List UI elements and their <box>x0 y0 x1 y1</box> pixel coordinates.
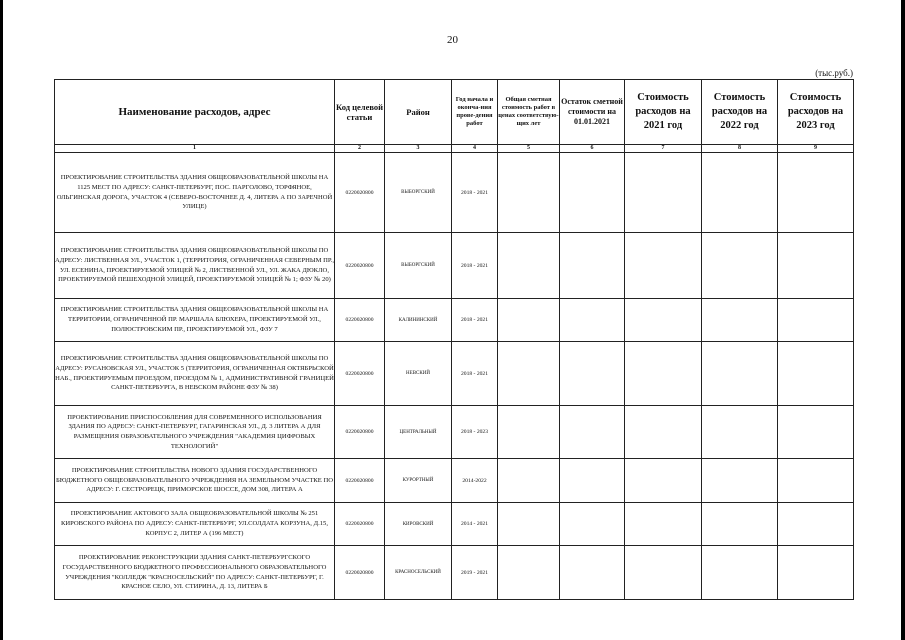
column-number: 3 <box>385 145 452 153</box>
row-cost-2022 <box>702 406 778 459</box>
row-total-cost <box>498 153 560 233</box>
row-cost-2021 <box>625 299 702 342</box>
row-cost-2022 <box>702 503 778 546</box>
row-cost-2022 <box>702 459 778 503</box>
header-cost-2021: Стоимость расходов на 2021 год <box>625 80 702 145</box>
row-remainder <box>560 459 625 503</box>
row-name: ПРОЕКТИРОВАНИЕ АКТОВОГО ЗАЛА ОБЩЕОБРАЗОВАТЕЛЬНОЙ ШКОЛЫ № 251 КИРОВСКОГО РАЙОНА ПО АДРЕСУ: САНКТ-ПЕТЕРБУРГ, УЛ.СОЛДАТА КОРЗУНА, Д.15, КОРПУС 2, ЛИТЕР А (196 МЕСТ) <box>55 503 335 546</box>
row-cost-2023 <box>778 342 854 406</box>
header-code: Код целевой статьи <box>335 80 385 145</box>
row-cost-2022 <box>702 299 778 342</box>
table-row <box>55 546 854 600</box>
column-number: 5 <box>498 145 560 153</box>
row-name: ПРОЕКТИРОВАНИЕ РЕКОНСТРУКЦИИ ЗДАНИЯ САНКТ-ПЕТЕРБУРГСКОГО ГОСУДАРСТВЕННОГО БЮДЖЕТНОГО ПРОФЕССИОНАЛЬНОГО ОБРАЗОВАТЕЛЬНОГО УЧРЕЖДЕНИЯ "КОЛЛЕДЖ "КРАСНОСЕЛЬСКИЙ" ПО АДРЕСУ: САНКТ-ПЕТЕРБУРГ, Г. КРАСНОЕ СЕЛО, УЛ. СТИРИНА, Д. 13, ЛИТЕРА Б <box>55 546 335 600</box>
row-cost-2021 <box>625 546 702 600</box>
header-remainder: Остаток сметной стоимости на 01.01.2021 <box>560 80 625 145</box>
row-district: ВЫБОРГСКИЙ <box>385 153 452 233</box>
row-remainder <box>560 406 625 459</box>
row-remainder <box>560 342 625 406</box>
row-code: 0220020800 <box>335 503 385 546</box>
units-note: (тыс.руб.) <box>815 68 853 78</box>
row-name: ПРОЕКТИРОВАНИЕ СТРОИТЕЛЬСТВА ЗДАНИЯ ОБЩЕОБРАЗОВАТЕЛЬНОЙ ШКОЛЫ ПО АДРЕСУ: ЛИСТВЕННАЯ УЛ., УЧАСТОК 1, (ТЕРРИТОРИЯ, ОГРАНИЧЕННАЯ СЕВЕРНЫМ ПР., УЛ. ЕСЕНИНА, ПРОЕКТИРУЕМОЙ УЛИЦЕЙ № 2, ЛИСТВЕННОЙ УЛ., УЛ. ЖАКА ДЮКЛО, ПРОЕКТИРУЕМОЙ ПЕШЕХОДНОЙ УЛИЦЕЙ, ПРОЕКТИРУЕМОЙ УЛИЦЕЙ № 1; ФЗУ № 20) <box>55 233 335 299</box>
row-period: 2018 - 2021 <box>452 299 498 342</box>
scan-right-edge <box>901 0 905 640</box>
row-cost-2021 <box>625 503 702 546</box>
table-row <box>55 233 854 299</box>
row-period: 2018 - 2021 <box>452 153 498 233</box>
row-district: НЕВСКИЙ <box>385 342 452 406</box>
row-code: 0220020800 <box>335 233 385 299</box>
row-cost-2023 <box>778 459 854 503</box>
row-name: ПРОЕКТИРОВАНИЕ ПРИСПОСОБЛЕНИЯ ДЛЯ СОВРЕМЕННОГО ИСПОЛЬЗОВАНИЯ ЗДАНИЯ ПО АДРЕСУ: САНКТ-ПЕТЕРБУРГ, ГАГАРИНСКАЯ УЛ., Д. 3 ЛИТЕРА А ДЛЯ РАЗМЕЩЕНИЯ ОБРАЗОВАТЕЛЬНОГО УЧРЕЖДЕНИЯ "АКАДЕМИЯ ЦИФРОВЫХ ТЕХНОЛОГИЙ" <box>55 406 335 459</box>
row-period: 2018 - 2023 <box>452 406 498 459</box>
column-number: 4 <box>452 145 498 153</box>
row-district: ЦЕНТРАЛЬНЫЙ <box>385 406 452 459</box>
header-district: Район <box>385 80 452 145</box>
scan-left-edge <box>0 0 3 640</box>
row-code: 0220020800 <box>335 299 385 342</box>
row-cost-2021 <box>625 406 702 459</box>
row-district: КАЛИНИНСКИЙ <box>385 299 452 342</box>
row-code: 0220020800 <box>335 459 385 503</box>
row-name: ПРОЕКТИРОВАНИЕ СТРОИТЕЛЬСТВА ЗДАНИЯ ОБЩЕОБРАЗОВАТЕЛЬНОЙ ШКОЛЫ НА 1125 МЕСТ ПО АДРЕСУ: САНКТ-ПЕТЕРБУРГ, ПОС. ПАРГОЛОВО, ТОРФЯНОЕ, ОЛЬГИНСКАЯ ДОРОГА, УЧАСТОК 4 (СЕВЕРО-ВОСТОЧНЕЕ Д. 4, ЛИТЕРА А ПО ЗАРЕЧНОЙ УЛИЦЕ) <box>55 153 335 233</box>
row-cost-2021 <box>625 233 702 299</box>
row-district: ВЫБОРГСКИЙ <box>385 233 452 299</box>
row-code: 0220020800 <box>335 342 385 406</box>
row-total-cost <box>498 503 560 546</box>
column-number: 6 <box>560 145 625 153</box>
row-cost-2023 <box>778 406 854 459</box>
column-number: 2 <box>335 145 385 153</box>
page-number: 20 <box>447 34 458 46</box>
column-number: 9 <box>778 145 854 153</box>
column-number: 1 <box>55 145 335 153</box>
row-remainder <box>560 299 625 342</box>
header-cost-2022: Стоимость расходов на 2022 год <box>702 80 778 145</box>
row-district: КИРОВСКИЙ <box>385 503 452 546</box>
row-code: 0220020800 <box>335 546 385 600</box>
row-total-cost <box>498 342 560 406</box>
row-remainder <box>560 233 625 299</box>
row-name: ПРОЕКТИРОВАНИЕ СТРОИТЕЛЬСТВА ЗДАНИЯ ОБЩЕОБРАЗОВАТЕЛЬНОЙ ШКОЛЫ ПО АДРЕСУ: РУСАНОВСКАЯ УЛ., УЧАСТОК 5 (ТЕРРИТОРИЯ, ОГРАНИЧЕННАЯ ОКТЯБРЬСКОЙ НАБ., ПРОЕКТИРУЕМЫМ ПРОЕЗДОМ, ПРОЕЗДОМ № 1, АДМИНИСТРАТИВНОЙ ГРАНИЦЕЙ САНКТ-ПЕТЕРБУРГА, В НЕВСКОМ РАЙОНЕ ФЗУ № 38) <box>55 342 335 406</box>
row-remainder <box>560 503 625 546</box>
row-cost-2023 <box>778 503 854 546</box>
row-code: 0220020800 <box>335 153 385 233</box>
row-cost-2023 <box>778 546 854 600</box>
header-cost-2023: Стоимость расходов на 2023 год <box>778 80 854 145</box>
table-row <box>55 503 854 546</box>
table-row <box>55 406 854 459</box>
row-period: 2018 - 2021 <box>452 342 498 406</box>
table-row <box>55 459 854 503</box>
row-remainder <box>560 153 625 233</box>
row-total-cost <box>498 546 560 600</box>
row-code: 0220020800 <box>335 406 385 459</box>
row-cost-2021 <box>625 459 702 503</box>
header-row <box>55 80 854 145</box>
row-total-cost <box>498 459 560 503</box>
table-row <box>55 342 854 406</box>
row-cost-2021 <box>625 153 702 233</box>
row-district: КУРОРТНЫЙ <box>385 459 452 503</box>
expenditure-table <box>54 79 854 600</box>
column-number-row <box>55 145 854 153</box>
header-period: Год начала и оконча-ния прове-дения работ <box>452 80 498 145</box>
row-period: 2014-2022 <box>452 459 498 503</box>
row-cost-2022 <box>702 546 778 600</box>
table-row <box>55 299 854 342</box>
row-remainder <box>560 546 625 600</box>
column-number: 7 <box>625 145 702 153</box>
row-cost-2021 <box>625 342 702 406</box>
row-period: 2018 - 2021 <box>452 233 498 299</box>
header-name: Наименование расходов, адрес <box>55 80 335 145</box>
header-total-cost: Общая сметная стоимость работ в ценах соответствую-щих лет <box>498 80 560 145</box>
row-total-cost <box>498 406 560 459</box>
row-period: 2014 - 2021 <box>452 503 498 546</box>
row-cost-2022 <box>702 233 778 299</box>
row-district: КРАСНОСЕЛЬСКИЙ <box>385 546 452 600</box>
row-cost-2022 <box>702 153 778 233</box>
row-cost-2023 <box>778 153 854 233</box>
column-number: 8 <box>702 145 778 153</box>
row-total-cost <box>498 299 560 342</box>
row-cost-2022 <box>702 342 778 406</box>
row-name: ПРОЕКТИРОВАНИЕ СТРОИТЕЛЬСТВА НОВОГО ЗДАНИЯ ГОСУДАРСТВЕННОГО БЮДЖЕТНОГО ОБЩЕОБРАЗОВАТЕЛЬНОГО УЧРЕЖДЕНИЯ НА ЗЕМЕЛЬНОМ УЧАСТКЕ ПО АДРЕСУ: Г. СЕСТРОРЕЦК, ПРИМОРСКОЕ ШОССЕ, ДОМ 308, ЛИТЕРА А <box>55 459 335 503</box>
row-name: ПРОЕКТИРОВАНИЕ СТРОИТЕЛЬСТВА ЗДАНИЯ ОБЩЕОБРАЗОВАТЕЛЬНОЙ ШКОЛЫ НА ТЕРРИТОРИИ, ОГРАНИЧЕННОЙ ПР. МАРШАЛА БЛЮХЕРА, ПРОЕКТИРУЕМОЙ УЛ., ПОЛЮСТРОВСКИМ ПР., ПРОЕКТИРУЕМОЙ УЛ., ФЗУ 7 <box>55 299 335 342</box>
row-period: 2019 - 2021 <box>452 546 498 600</box>
row-cost-2023 <box>778 233 854 299</box>
row-cost-2023 <box>778 299 854 342</box>
row-total-cost <box>498 233 560 299</box>
table-row <box>55 153 854 233</box>
